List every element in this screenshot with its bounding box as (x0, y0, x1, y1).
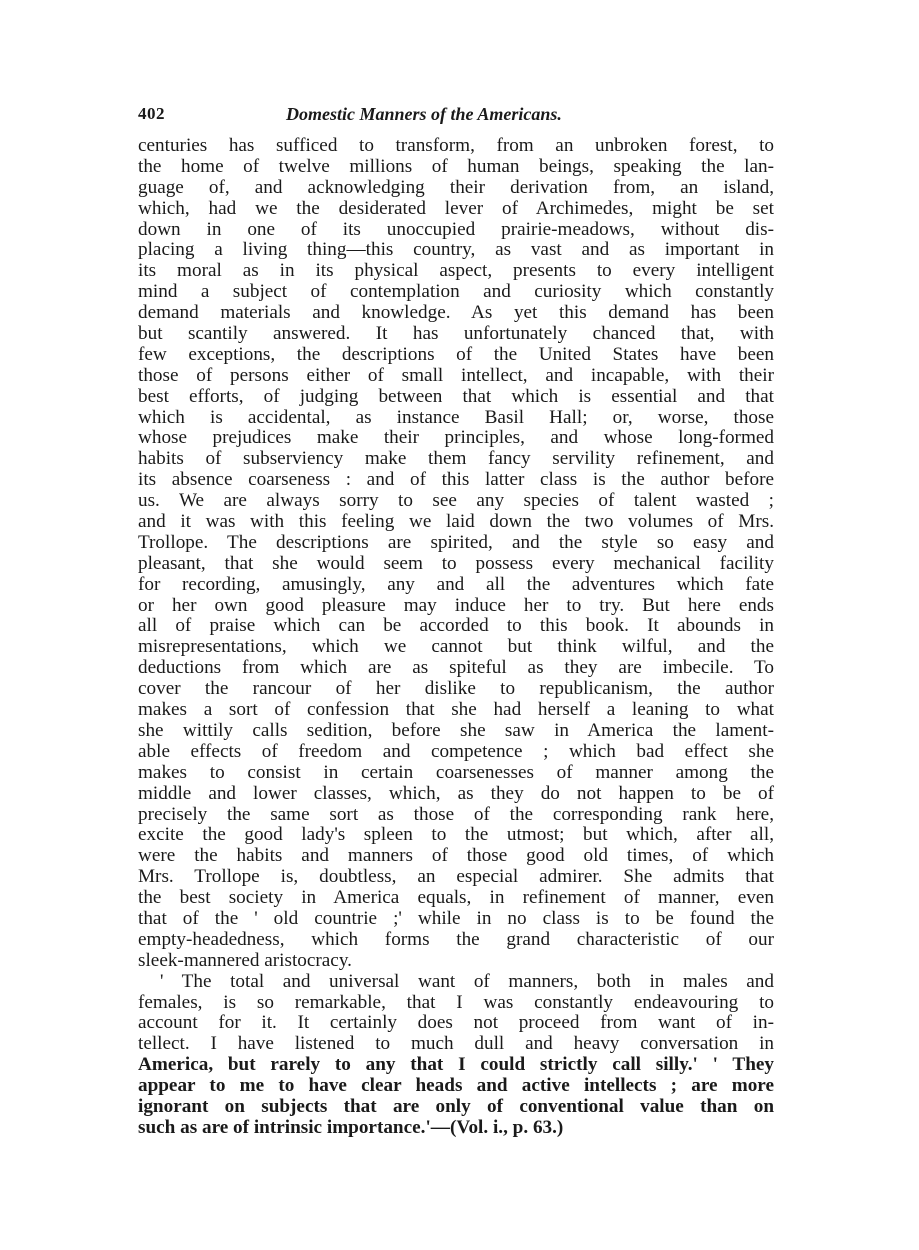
text-line: guage of, and acknowledging their derivation from, an island, (138, 176, 774, 198)
text-line: that of the ' old countrie ;' while in no class is to be found the (138, 907, 774, 929)
text-line: pleasant, that she would seem to possess every mechanical facility (138, 552, 774, 574)
text-line: those of persons either of small intellect, and incapable, with their (138, 364, 774, 386)
quote-line: such as are of intrinsic importance.'—(Vol. i., p. 63.) (138, 1116, 564, 1138)
page-number: 402 (138, 104, 165, 123)
text-line: makes to consist in certain coarsenesses of manner among the (138, 761, 774, 783)
text-line: centuries has sufficed to transform, from an unbroken forest, to (138, 135, 774, 156)
page (138, 104, 774, 1139)
text-line: which is accidental, as instance Basil Hall; or, worse, those (138, 406, 774, 428)
quote-line: tellect. I have listened to much dull and heavy conversation in (138, 1033, 774, 1055)
text-line: few exceptions, the descriptions of the United States have been (138, 343, 774, 365)
text-line: down in one of its unoccupied prairie-meadows, without dis- (138, 218, 774, 240)
quote-line: ' The total and universal want of manners, both in males and (160, 970, 774, 992)
text-line: for recording, amusingly, any and all the adventures which fate (138, 573, 774, 595)
text-line: habits of subserviency make them fancy servility refinement, and (138, 448, 774, 470)
text-line: Trollope. The descriptions are spirited, and the style so easy and (138, 531, 774, 553)
text-line: she wittily calls sedition, before she saw in America the lament- (138, 719, 774, 741)
text-line: cover the rancour of her dislike to republicanism, the author (138, 678, 774, 700)
text-line: its absence coarseness : and of this latter class is the author before (138, 469, 774, 491)
text-line: placing a living thing—this country, as vast and as important in (138, 239, 774, 261)
text-line: deductions from which are as spiteful as they are imbecile. To (138, 657, 774, 679)
text-line: were the habits and manners of those good old times, of which (138, 845, 774, 867)
text-line: and it was with this feeling we laid down the two volumes of Mrs. (138, 511, 774, 533)
text-line: the home of twelve millions of human beings, speaking the lan- (138, 155, 774, 177)
text-line: the best society in America equals, in refinement of manner, even (138, 887, 774, 909)
quote-line: appear to me to have clear heads and active intellects ; are more (138, 1075, 774, 1097)
text-line: all of praise which can be accorded to this book. It abounds in (138, 615, 774, 637)
text-line: its moral as in its physical aspect, presents to every intelligent (138, 260, 774, 282)
text-line: or her own good pleasure may induce her to try. But here ends (138, 594, 774, 616)
text-line: sleek-mannered aristocracy. (138, 949, 352, 971)
text-line: middle and lower classes, which, as they do not happen to be of (138, 782, 774, 804)
text-line: excite the good lady's spleen to the utmost; but which, after all, (138, 824, 774, 846)
body-text (138, 136, 774, 1139)
quote-line: America, but rarely to any that I could strictly call silly.' ' They (138, 1054, 774, 1076)
text-line: misrepresentations, which we cannot but think wilful, and the (138, 636, 774, 658)
text-line: but scantily answered. It has unfortunately chanced that, with (138, 323, 774, 345)
text-line: which, had we the desiderated lever of Archimedes, might be set (138, 197, 774, 219)
running-head (138, 104, 774, 128)
text-line: precisely the same sort as those of the corresponding rank here, (138, 803, 774, 825)
text-line: Mrs. Trollope is, doubtless, an especial admirer. She admits that (138, 866, 774, 888)
quote-line: account for it. It certainly does not proceed from want of in- (138, 1012, 774, 1034)
text-line: able effects of freedom and competence ; which bad effect she (138, 740, 774, 762)
quote-line: ignorant on subjects that are only of conventional value than on (138, 1095, 774, 1117)
text-line: demand materials and knowledge. As yet this demand has been (138, 302, 774, 324)
text-line: empty-headedness, which forms the grand characteristic of our (138, 928, 774, 950)
text-line: whose prejudices make their principles, and whose long-formed (138, 427, 774, 449)
quote-line: females, is so remarkable, that I was constantly endeavouring to (138, 991, 774, 1013)
text-line: best efforts, of judging between that which is essential and that (138, 385, 774, 407)
text-line: makes a sort of confession that she had herself a leaning to what (138, 699, 774, 721)
running-title: Domestic Manners of the Americans. (286, 104, 562, 124)
text-line: us. We are always sorry to see any species of talent wasted ; (138, 490, 774, 512)
text-line: mind a subject of contemplation and curiosity which constantly (138, 281, 774, 303)
